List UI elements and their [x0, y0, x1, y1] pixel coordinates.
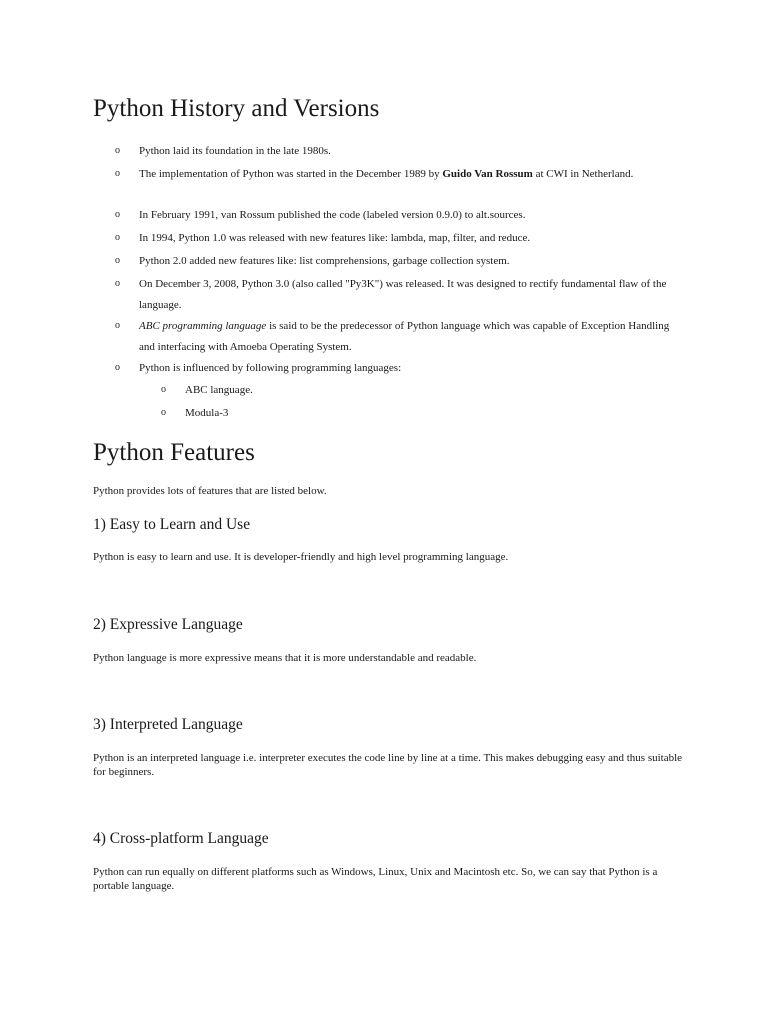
bullet-marker: o — [115, 145, 120, 156]
bullet-text — [139, 164, 679, 185]
bullet-marker: o — [115, 209, 120, 220]
bullet-text — [139, 316, 679, 357]
feature-title: 4) Cross-platform Language — [93, 830, 269, 847]
feature-body: Python is an interpreted language i.e. interpreter executes the code line by line at a time. This makes debugging easy and thus suitable for beginners. — [93, 752, 683, 778]
bullet-marker: o — [115, 168, 120, 179]
bullet-marker: o — [115, 232, 120, 243]
bullet-text-post: at CWI in Netherland. — [532, 168, 634, 180]
bullet-marker: o — [115, 278, 120, 289]
sub-bullet-text: ABC language. — [185, 384, 253, 396]
bullet-text: In 1994, Python 1.0 was released with new features like: lambda, map, filter, and reduce. — [139, 232, 531, 244]
feature-body: Python language is more expressive means that it is more understandable and readable. — [93, 652, 477, 664]
feature-title: 3) Interpreted Language — [93, 716, 243, 733]
features-intro: Python provides lots of features that are listed below. — [93, 485, 327, 497]
bullet-text-post: is said to be the predecessor of Python language which was capable of Exception Handling and interfacing with Amoeba Operating System. — [139, 320, 670, 353]
bullet-text: In February 1991, van Rossum published the code (labeled version 0.9.0) to alt.sources. — [139, 209, 526, 221]
feature-body: Python can run equally on different platforms such as Windows, Linux, Unix and Macintosh etc. So, we can say that Python is a portable language. — [93, 866, 658, 892]
feature-title: 2) Expressive Language — [93, 616, 243, 633]
feature-title: 1) Easy to Learn and Use — [93, 516, 251, 533]
bullet-text: Python laid its foundation in the late 1980s. — [139, 145, 331, 157]
bullet-marker: o — [161, 407, 166, 418]
features-heading: Python Features — [93, 439, 255, 466]
bullet-text: Python 2.0 added new features like: list comprehensions, garbage collection system. — [139, 255, 510, 267]
bullet-text-pre: The implementation of Python was started in the December 1989 by — [139, 168, 443, 180]
sub-bullet-text: Modula-3 — [185, 407, 229, 419]
bullet-marker: o — [115, 255, 120, 266]
language-name: ABC programming language — [139, 320, 267, 332]
feature-body: Python is easy to learn and use. It is developer-friendly and high level programming language. — [93, 551, 509, 563]
bullet-marker: o — [115, 320, 120, 331]
author-name: Guido Van Rossum — [442, 168, 533, 180]
history-heading: Python History and Versions — [93, 95, 380, 122]
bullet-text: On December 3, 2008, Python 3.0 (also called "Py3K") was released. It was designed to rectify fundamental flaw of the language. — [139, 278, 667, 311]
bullet-text: Python is influenced by following programming languages: — [139, 362, 402, 374]
bullet-marker: o — [115, 362, 120, 373]
bullet-marker: o — [161, 384, 166, 395]
